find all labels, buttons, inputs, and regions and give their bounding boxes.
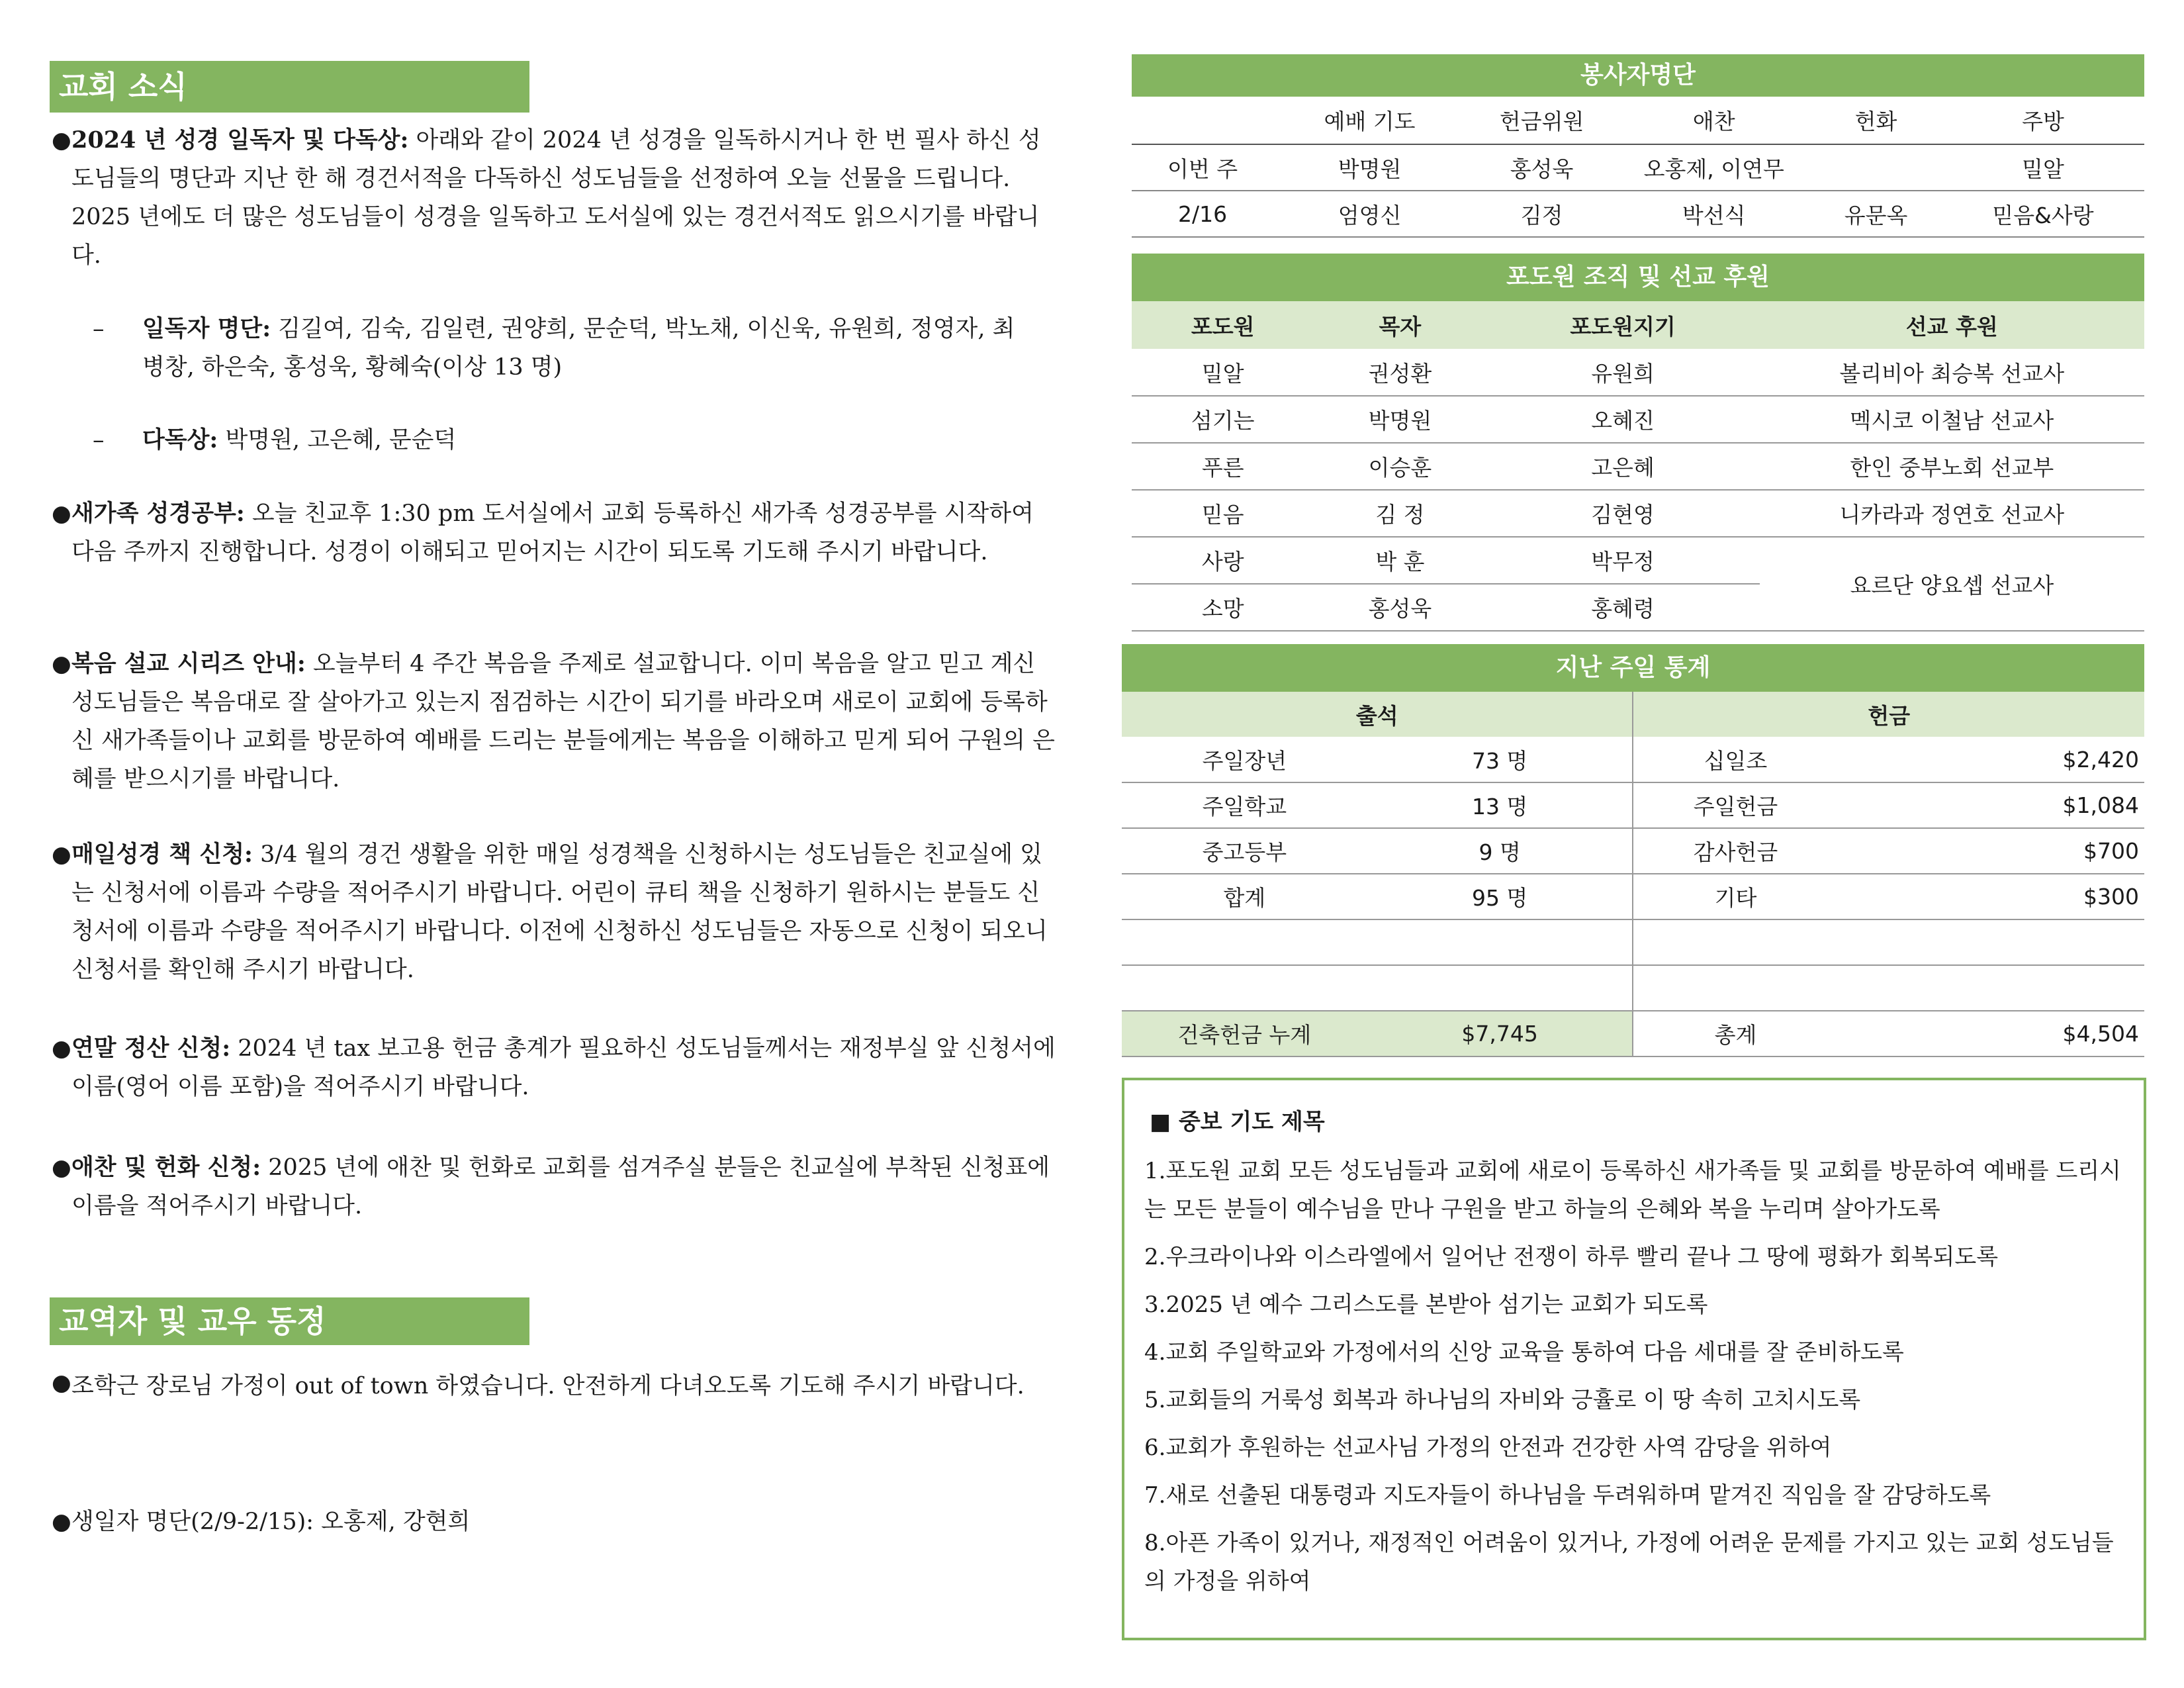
- table-cell: [1367, 965, 1633, 1011]
- table-row: [1132, 490, 2144, 537]
- news-item-meal-flower: [52, 1149, 1058, 1225]
- table-cell: 박 훈: [1314, 537, 1486, 584]
- table-cell: 멕시코 이철남 선교사: [1760, 396, 2144, 443]
- table-cell: 박명원: [1314, 396, 1486, 443]
- col-header: 애찬: [1617, 97, 1810, 144]
- news-item-title: 연말 정산 신청:: [71, 1035, 231, 1062]
- table-cell: 믿음&사랑: [1942, 191, 2144, 237]
- table-cell: $300: [1837, 874, 2144, 919]
- news-item-tax-statement: [52, 1029, 1058, 1106]
- table-cell: 김 정: [1314, 490, 1486, 537]
- table-cell: [1122, 919, 1367, 965]
- col-header: [1132, 97, 1273, 144]
- news-item-title: 새가족 성경공부:: [71, 500, 245, 527]
- col-header: 포도원지기: [1486, 301, 1759, 349]
- members-news-heading: 교역자 및 교우 동정: [50, 1297, 529, 1345]
- members-item-travel: [52, 1364, 1058, 1409]
- news-item-text: 3/4 월의 경건 생활을 위한 매일 성경책을 신청하시는 성도님들은 친교실에 있는 신청서에 이름과 수량을 적어주시기 바랍니다. 어린이 큐티 책을 신청하기 원하시는 분들도 신청서에 이름과 수량을 적어주시기 바랍니다. 이전에 신청하신 성도님들은 자동으로 신청이 되오니 신청서를 확인해 주시기 바랍니다.: [71, 841, 1048, 983]
- table-cell: 푸른: [1132, 443, 1314, 490]
- table-cell: $700: [1837, 828, 2144, 874]
- church-news-heading: 교회 소식: [50, 61, 529, 113]
- stats-header-row: [1122, 692, 2144, 737]
- bullet-icon: ●: [52, 1509, 71, 1535]
- news-item-title: 복음 설교 시리즈 안내:: [71, 650, 306, 677]
- members-item-birthday: [52, 1503, 1058, 1541]
- table-cell: 합계: [1122, 874, 1367, 919]
- table-row: [1132, 349, 2144, 396]
- bullet-icon: ●: [52, 500, 71, 527]
- news-item-text: 오늘 친교후 1:30 pm 도서실에서 교회 등록하신 새가족 성경공부를 시작하여 다음 주까지 진행합니다. 성경이 이해되고 믿어지는 시간이 되도록 기도해 주시기 바랍니다.: [71, 500, 1034, 565]
- table-cell: [1837, 919, 2144, 965]
- table-cell: 73 명: [1367, 737, 1633, 782]
- news-item-daily-bible: [52, 835, 1058, 989]
- table-cell: 95 명: [1367, 874, 1633, 919]
- table-cell: 박선식: [1617, 191, 1810, 237]
- table-cell: 엄영신: [1273, 191, 1466, 237]
- table-cell: 감사헌금: [1633, 828, 1837, 874]
- attendance-header: 출석: [1122, 692, 1633, 737]
- prayer-item: 8.아픈 가족이 있거나, 재정적인 어려움이 있거나, 가정에 어려운 문제를 가지고 있는 교회 성도님들의 가정을 위하여: [1144, 1530, 2114, 1595]
- members-item-text: 조학근 장로님 가정이 out of town 하였습니다. 안전하게 다녀오도록 기도해 주시기 바랍니다.: [71, 1373, 1024, 1399]
- col-header: 포도원: [1132, 301, 1314, 349]
- table-row: [1132, 144, 2144, 191]
- news-item-gospel-series: [52, 645, 1058, 798]
- table-cell: 볼리비아 최승복 선교사: [1760, 349, 2144, 396]
- prayer-item: 1.포도원 교회 모든 성도님들과 교회에 새로이 등록하신 새가족들 및 교회를 방문하여 예배를 드리시는 모든 분들이 예수님을 만나 구원을 받고 하늘의 은혜와 복을 누리며 살아가도록: [1144, 1158, 2121, 1223]
- bullet-icon: ●: [52, 127, 71, 154]
- col-header: 선교 후원: [1760, 301, 2144, 349]
- bullet-icon: ●: [52, 1154, 71, 1181]
- dash-icon: –: [93, 316, 105, 342]
- table-cell: $2,420: [1837, 737, 2144, 782]
- table-cell: 김정: [1466, 191, 1618, 237]
- news-item-title: 애찬 및 헌화 신청:: [71, 1154, 261, 1181]
- volunteer-table: [1132, 54, 2144, 238]
- table-row: [1122, 737, 2144, 782]
- table-cell: 십일조: [1633, 737, 1837, 782]
- prayer-item: 7.새로 선출된 대통령과 지도자들이 하나님을 두려워하며 맡겨진 직임을 잘 감당하도록: [1144, 1482, 1991, 1509]
- table-cell: 요르단 양요셉 선교사: [1760, 537, 2144, 631]
- table-cell: 박무정: [1486, 537, 1759, 584]
- table-row: [1122, 782, 2144, 828]
- stats-table-title: 지난 주일 통계: [1122, 644, 2144, 692]
- reader-list: [93, 310, 1019, 387]
- table-row: [1132, 396, 2144, 443]
- col-header: 헌금위원: [1466, 97, 1618, 144]
- news-item-title: 2024 년 성경 일독자 및 다독상:: [71, 126, 409, 154]
- weekly-stats-table: [1122, 644, 2144, 1057]
- table-row: [1122, 919, 2144, 965]
- grape-header-row: [1132, 301, 2144, 349]
- table-cell: 사랑: [1132, 537, 1314, 584]
- sub-text: 박명원, 고은혜, 문순덕: [218, 427, 457, 453]
- prayer-requests-box: [1122, 1078, 2146, 1640]
- table-cell: 오혜진: [1486, 396, 1759, 443]
- table-row: [1122, 874, 2144, 919]
- table-row: [1132, 537, 2144, 584]
- table-cell: 주일학교: [1122, 782, 1367, 828]
- dash-icon: –: [93, 427, 105, 453]
- prayer-item: 5.교회들의 거룩성 회복과 하나님의 자비와 긍휼로 이 땅 속히 고치시도록: [1144, 1387, 1861, 1413]
- volunteer-table-title: 봉사자명단: [1132, 54, 2144, 97]
- table-cell: $7,745: [1367, 1011, 1633, 1056]
- table-cell: 이번 주: [1132, 144, 1273, 191]
- prayer-title: ■ 중보 기도 제목: [1150, 1109, 1325, 1135]
- table-cell: 고은혜: [1486, 443, 1759, 490]
- table-cell: 주일헌금: [1633, 782, 1837, 828]
- table-cell: 홍성욱: [1466, 144, 1618, 191]
- col-header: 예배 기도: [1273, 97, 1466, 144]
- news-item-bible-reading: [52, 121, 1058, 275]
- table-cell: [1810, 144, 1942, 191]
- table-cell: 한인 중부노회 선교부: [1760, 443, 2144, 490]
- table-cell: 박명원: [1273, 144, 1466, 191]
- table-cell: 기타: [1633, 874, 1837, 919]
- table-cell: [1837, 965, 2144, 1011]
- table-row: [1132, 191, 2144, 237]
- news-item-text: 아래와 같이 2024 년 성경을 일독하시거나 한 번 필사 하신 성도님들의 명단과 지난 한 해 경건서적을 다독하신 성도님들을 선정하여 오늘 선물을 드립니다. 2025 년에도 더 많은 성도님들이 성경을 일독하고 도서실에 있는 경건서적도 읽으시기를 바랍니다.: [71, 127, 1041, 269]
- table-cell: 건축헌금 누계: [1122, 1011, 1367, 1056]
- table-cell: 2/16: [1132, 191, 1273, 237]
- table-row: [1122, 965, 2144, 1011]
- news-item-text: 오늘부터 4 주간 복음을 주제로 설교합니다. 이미 복음을 알고 믿고 계신 성도님들은 복음대로 잘 살아가고 있는지 점검하는 시간이 되기를 바라오며 새로이 교회에 등록하신 새가족들이나 교회를 방문하여 예배를 드리는 분들에게는 복음을 이해하고 믿게 되어 구원의 은혜를 받으시기를 바랍니다.: [71, 651, 1055, 792]
- building-fund-row: [1122, 1011, 2144, 1056]
- sub-text: 김길여, 김숙, 김일련, 권양희, 문순덕, 박노채, 이신욱, 유원희, 정영자, 최병창, 하은숙, 홍성욱, 황혜숙(이상 13 명): [142, 316, 1015, 381]
- table-cell: 소망: [1132, 584, 1314, 631]
- prayer-item: 3.2025 년 예수 그리스도를 본받아 섬기는 교회가 되도록: [1144, 1291, 1708, 1318]
- table-cell: [1122, 965, 1367, 1011]
- grape-table-title: 포도원 조직 및 선교 후원: [1132, 254, 2144, 301]
- table-row: [1122, 828, 2144, 874]
- table-cell: 9 명: [1367, 828, 1633, 874]
- table-row: [1132, 443, 2144, 490]
- table-cell: 중고등부: [1122, 828, 1367, 874]
- prayer-item: 6.교회가 후원하는 선교사님 가정의 안전과 건강한 사역 감당을 위하여: [1144, 1434, 1832, 1461]
- table-cell: [1633, 919, 1837, 965]
- news-item-new-family-study: [52, 494, 1058, 571]
- bullet-icon: ●: [52, 1035, 71, 1062]
- table-cell: $1,084: [1837, 782, 2144, 828]
- table-cell: 니카라과 정연호 선교사: [1760, 490, 2144, 537]
- table-cell: 믿음: [1132, 490, 1314, 537]
- table-cell: 홍성욱: [1314, 584, 1486, 631]
- sub-title: 다독상:: [142, 426, 218, 453]
- table-cell: $4,504: [1837, 1011, 2144, 1056]
- col-header: 주방: [1942, 97, 2144, 144]
- members-item-text: 생일자 명단(2/9-2/15): 오홍제, 강현희: [71, 1509, 471, 1535]
- col-header: 목자: [1314, 301, 1486, 349]
- table-cell: 홍혜령: [1486, 584, 1759, 631]
- sub-title: 일독자 명단:: [142, 315, 271, 342]
- news-item-text: 2024 년 tax 보고용 헌금 총계가 필요하신 성도님들께서는 재정부실 앞 신청서에 이름(영어 이름 포함)을 적어주시기 바랍니다.: [71, 1035, 1056, 1100]
- grape-group-table: [1132, 254, 2144, 632]
- col-header: 헌화: [1810, 97, 1942, 144]
- bullet-icon: ●: [52, 841, 71, 868]
- volunteer-header-row: [1132, 97, 2144, 144]
- table-cell: 권성환: [1314, 349, 1486, 396]
- prayer-item: 2.우크라이나와 이스라엘에서 일어난 전쟁이 하루 빨리 끝나 그 땅에 평화가 회복되도록: [1144, 1244, 1999, 1270]
- table-cell: 이승훈: [1314, 443, 1486, 490]
- table-cell: 총계: [1633, 1011, 1837, 1056]
- prayer-item: 4.교회 주일학교와 가정에서의 신앙 교육을 통하여 다음 세대를 잘 준비하도록: [1144, 1339, 1904, 1366]
- table-cell: 13 명: [1367, 782, 1633, 828]
- offering-header: 헌금: [1633, 692, 2144, 737]
- news-item-text: 2025 년에 애찬 및 헌화로 교회를 섬겨주실 분들은 친교실에 부착된 신청표에 이름을 적어주시기 바랍니다.: [71, 1154, 1050, 1219]
- table-cell: 김현영: [1486, 490, 1759, 537]
- table-cell: 밀알: [1132, 349, 1314, 396]
- table-cell: 밀알: [1942, 144, 2144, 191]
- table-cell: 유원희: [1486, 349, 1759, 396]
- bullet-icon: ●: [52, 1370, 71, 1396]
- table-cell: 유문옥: [1810, 191, 1942, 237]
- table-cell: [1367, 919, 1633, 965]
- table-cell: 오홍제, 이연무: [1617, 144, 1810, 191]
- bullet-icon: ●: [52, 651, 71, 677]
- table-cell: 섬기는: [1132, 396, 1314, 443]
- news-item-title: 매일성경 책 신청:: [71, 841, 253, 868]
- table-cell: [1633, 965, 1837, 1011]
- multi-reader-award: [93, 421, 1019, 459]
- table-cell: 주일장년: [1122, 737, 1367, 782]
